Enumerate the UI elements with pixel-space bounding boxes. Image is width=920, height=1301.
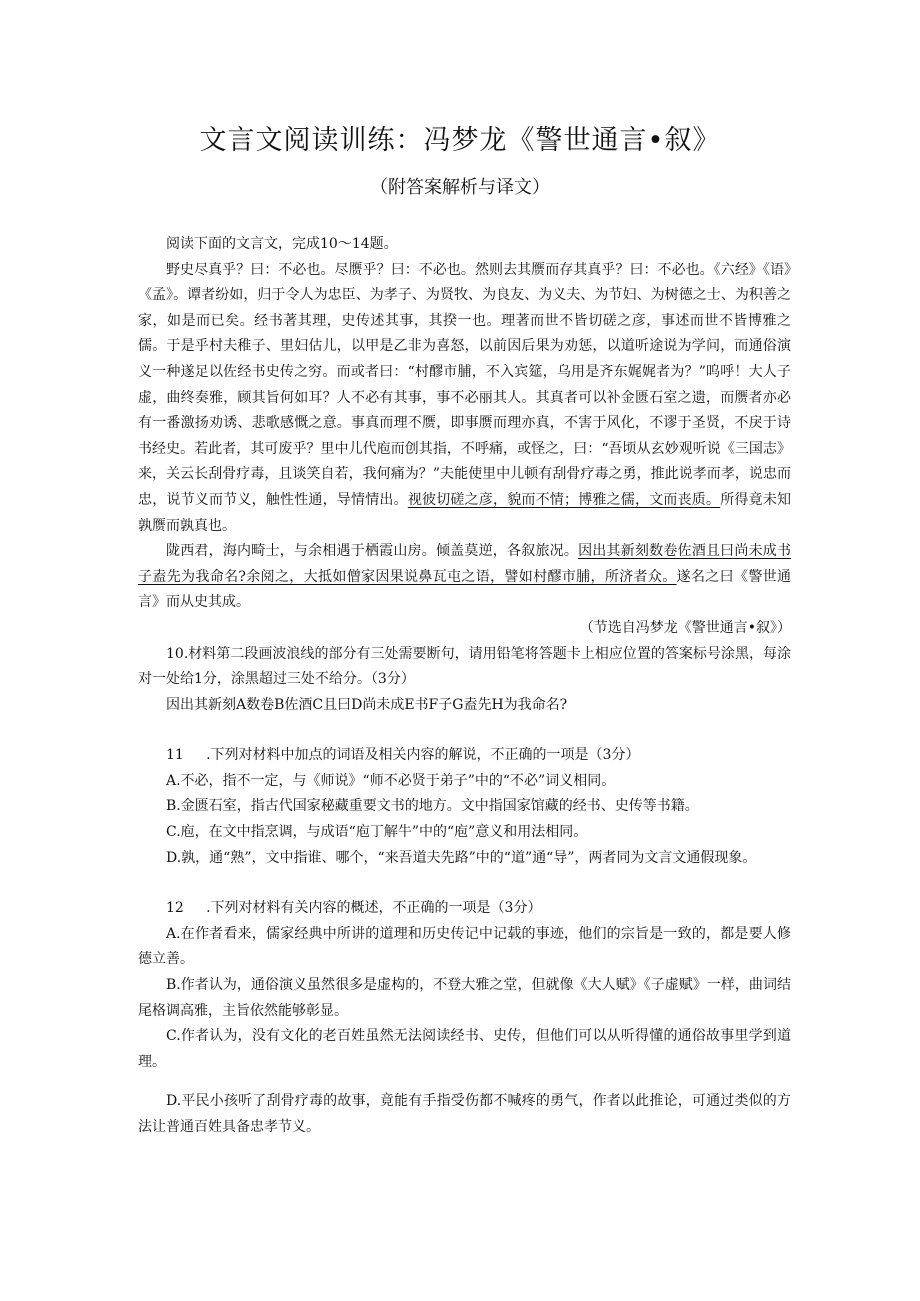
q12-option-b: B.作者认为，通俗演义虽然很多是虚构的，不登大雅之堂，但就像《大人赋》《子虚赋》一样，曲词结尾格调高雅，主旨依然能够彰显。 <box>138 977 791 1019</box>
passage-p1-end: 所得竟未知孰赝而孰真也。 <box>138 491 792 534</box>
passage-p1-underlined: 视彼切磋之彦，貌而不情；博雅之儒，文而丧质。 <box>407 491 721 508</box>
passage-p2-end: 遂名之曰《警世通言》而从史其成。 <box>138 568 792 611</box>
q11-stem: .下列对材料中加点的词语及相关内容的解说，不正确的一项是（3分） <box>206 747 640 764</box>
page-title: 文言文阅读训练：冯梦龙《警世通言•叙》 <box>199 125 721 156</box>
q12-option-c: C.作者认为，没有文化的老百姓虽然无法阅读经书、史传，但他们可以从听得懂的通俗故事里学到道理。 <box>138 1028 791 1070</box>
passage-p2-wavy-underline: 因出其新刻数卷佐酒且曰尚未成书子盍先为我命名? <box>138 543 792 585</box>
spacer <box>138 871 791 896</box>
q11-option-a: A.不必，指不一定，与《师说》“师不必贤于弟子”中的“不必”词义相同。 <box>166 772 616 789</box>
passage-p2-underlined: 余阅之，大抵如僧家因果说鼻瓦屯之语，譬如村醪市脯，所济者众。 <box>245 568 677 585</box>
passage-paragraph-1 <box>138 258 791 540</box>
q12-stem: .下列对材料有关内容的概述，不正确的一项是（3分） <box>206 900 542 917</box>
question-10 <box>138 642 791 693</box>
question-11 <box>138 743 791 769</box>
passage-p2-text: 陇西君，海内畸士，与余相遇于栖霞山房。倾盖莫逆，各叙旅况。 <box>166 543 579 560</box>
page-subtitle: （附答案解析与译文） <box>370 177 550 198</box>
passage-paragraph-2 <box>138 539 791 616</box>
q11-option-b: B.金匮石室，指古代国家秘藏重要文书的地方。文中指国家馆藏的经书、史传等书籍。 <box>166 798 699 815</box>
spacer <box>138 1075 791 1089</box>
spacer <box>138 718 791 743</box>
q10-number: 10 <box>166 645 184 662</box>
document-body <box>138 232 791 1141</box>
q10-stem: .材料第二段画波浪线的部分有三处需要断句，请用铅笔将答题卡上相应位置的答案标号涂黑，每涂对一处给1分，涂黑超过三处不给分。（3分） <box>138 645 791 688</box>
passage-p1-text: 野史尽真乎？曰：不必也。尽赝乎？曰：不必也。然则去其赝而存其真乎？曰：不必也。《六经》《语》《孟》。谭者纷如，归于令人为忠臣、为孝子、为贤牧、为良友、为义夫、为节妇、为树德之士、为积善之家，如是而已矣。经书著其理，史传述其事，其揆一也。理著而世不皆切磋之彦，事述而世不皆博雅之儒。于是乎村夫稚子、里妇估儿，以甲是乙非为喜怒，以前因后果为劝惩，以道听途说为学问，而通俗演义一种遂足以佐经书史传之穷。而或者曰：“村醪市脯，不入宾筵，乌用是齐东娓娓者为？”呜呼！大人子虚，曲终奏雅，顾其旨何如耳？人不必有其事，事不必丽其人。其真者可以补金匮石室之遗，而赝者亦必有一番激扬劝诱、悲歌感慨之意。事真而理不赝，即事赝而理亦真，不害于风化，不谬于圣贤，不戾于诗书经史。若此者，其可废乎？里中儿代庖而创其指，不呼痛，或怪之，曰：“吾顷从玄妙观听说《三国志》来，关云长刮骨疗毒，且谈笑自若，我何痛为？”夫能使里中儿顿有刮骨疗毒之勇，推此说孝而孝，说忠而忠，说节义而节义，触性性通，导情情出。 <box>138 261 791 508</box>
passage-source: （节选自冯梦龙《警世通言•叙》） <box>579 619 791 636</box>
q12-option-d: D.平民小孩听了刮骨疗毒的故事，竟能有手指受伤都不喊疼的勇气，作者以此推论，可通过类似的方法让普通百姓具备忠孝节义。 <box>138 1093 791 1135</box>
q11-option-d: D.孰，通“熟”，文中指谁、哪个，“来吾道夫先路”中的“道”通“导”，两者同为文言文通假现象。 <box>166 849 757 866</box>
q12-option-a: A.在作者看来，儒家经典中所讲的道理和历史传记中记载的事迹，他们的宗旨是一致的，都是要人修德立善。 <box>138 925 791 968</box>
q12-number: 12 <box>166 900 184 917</box>
q11-number: 11 <box>166 747 184 764</box>
q10-line: 因出其新刻A数卷B佐酒C且曰D尚未成E书F子G盍先H为我命名? <box>166 696 568 713</box>
q11-option-c: C.庖，在文中指烹调，与成语“庖丁解牛”中的“庖”意义和用法相同。 <box>166 824 588 841</box>
question-12 <box>138 896 791 922</box>
instruction: 阅读下面的文言文，完成10～14题。 <box>166 236 398 252</box>
